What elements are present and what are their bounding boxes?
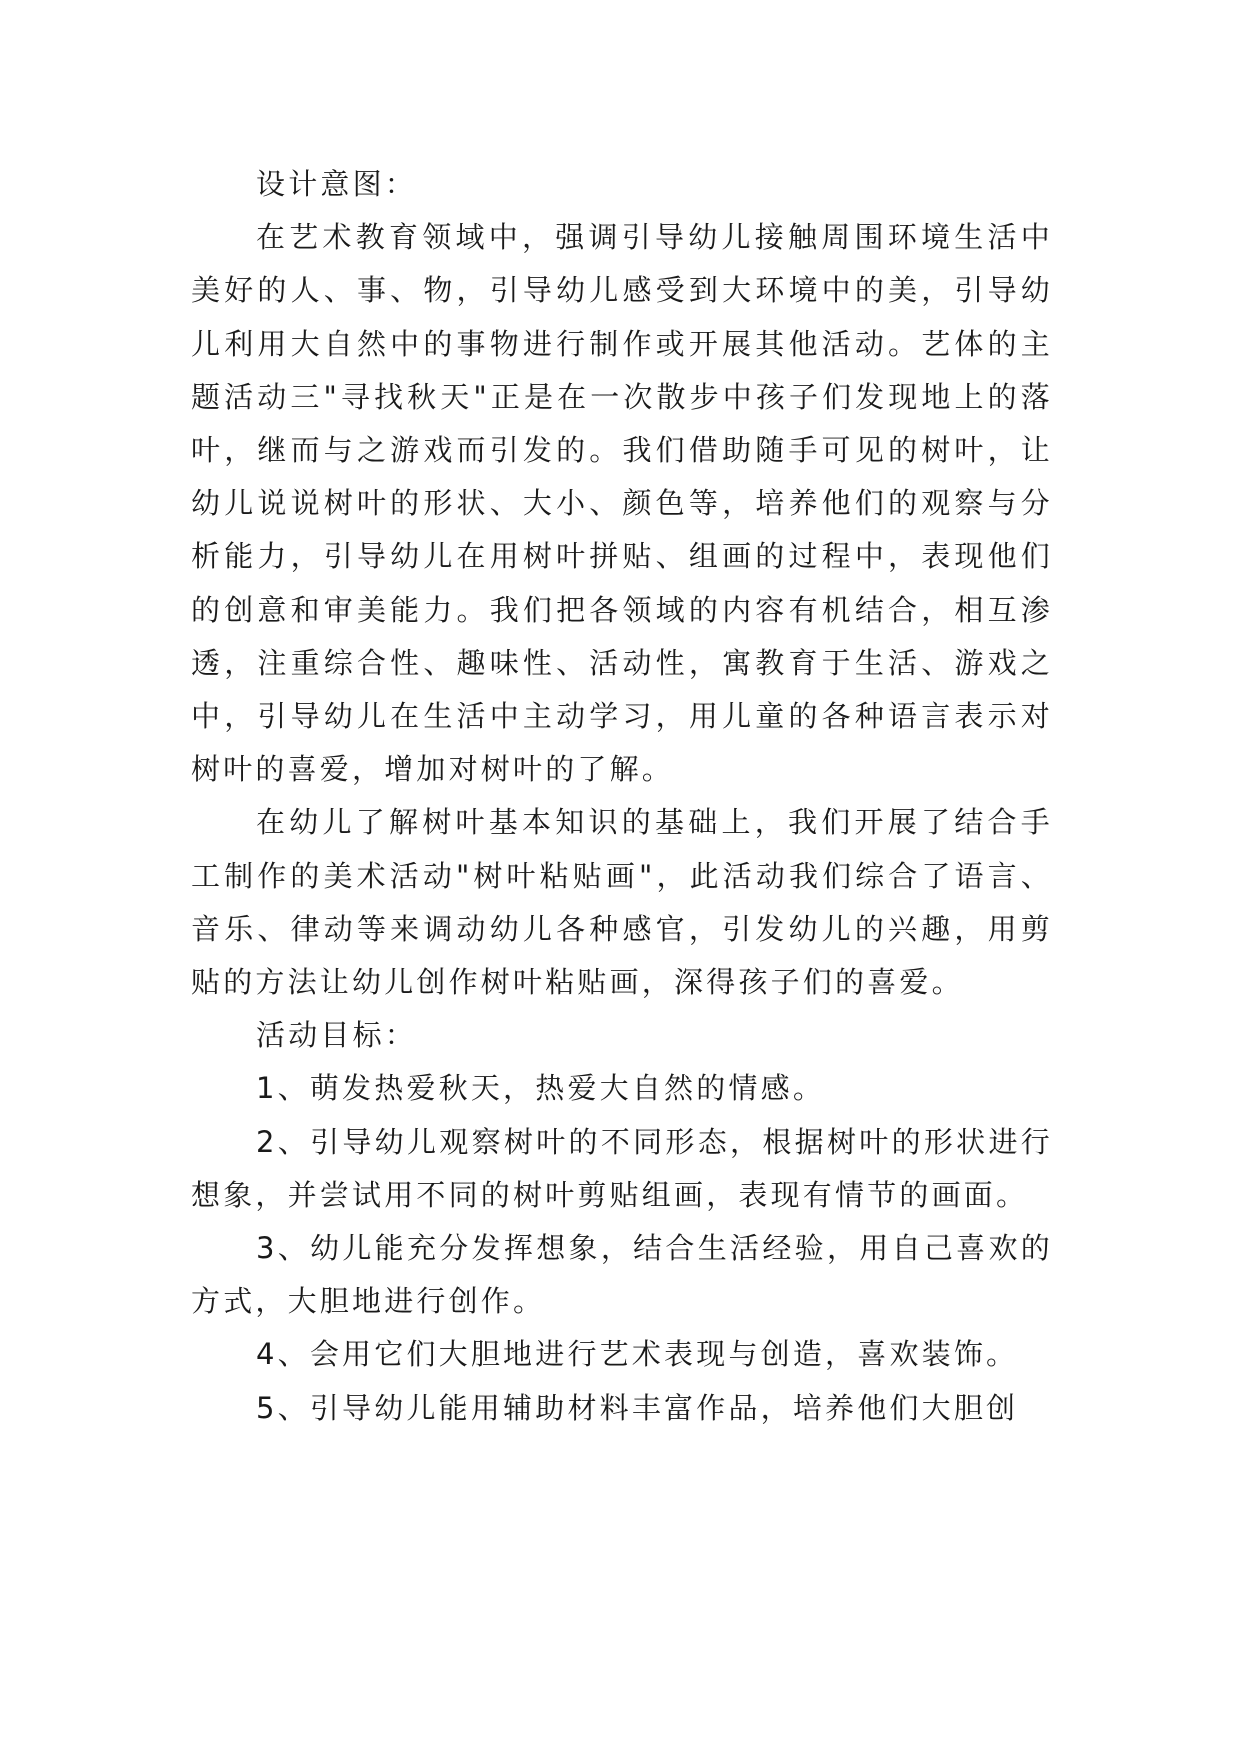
design-intent-paragraph-2: 在幼儿了解树叶基本知识的基础上，我们开展了结合手工制作的美术活动"树叶粘贴画"，此活动我们综合了语言、音乐、律动等来调动幼儿各种感官，引发幼儿的兴趣，用剪贴的方法让幼儿创作树叶粘贴画，深得孩子们的喜爱。 <box>191 805 1053 1000</box>
section-heading-activity-goals: 活动目标： <box>256 1018 418 1053</box>
activity-goal-item-4: 4、会用它们大胆地进行艺术表现与创造，喜欢装饰。 <box>256 1337 1019 1372</box>
activity-goal-item-1: 1、萌发热爱秋天，热爱大自然的情感。 <box>256 1071 826 1106</box>
activity-goal-item-3: 3、幼儿能充分发挥想象，结合生活经验，用自己喜欢的方式，大胆地进行创作。 <box>191 1231 1053 1319</box>
activity-goal-item-2: 2、引导幼儿观察树叶的不同形态，根据树叶的形状进行想象，并尝试用不同的树叶剪贴组画，表现有情节的画面。 <box>191 1124 1053 1212</box>
design-intent-paragraph-1: 在艺术教育领域中，强调引导幼儿接触周围环境生活中美好的人、事、物，引导幼儿感受到大环境中的美，引导幼儿利用大自然中的事物进行制作或开展其他活动。艺体的主题活动三"寻找秋天"正是在一次散步中孩子们发现地上的落叶，继而与之游戏而引发的。我们借助随手可见的树叶，让幼儿说说树叶的形状、大小、颜色等，培养他们的观察与分析能力，引导幼儿在用树叶拼贴、组画的过程中，表现他们的创意和审美能力。我们把各领域的内容有机结合，相互渗透，注重综合性、趣味性、活动性，寓教育于生活、游戏之中，引导幼儿在生活中主动学习，用儿童的各种语言表示对树叶的喜爱，增加对树叶的了解。 <box>191 220 1053 787</box>
section-heading-design-intent: 设计意图： <box>256 167 418 201</box>
document-body <box>191 158 1053 1435</box>
activity-goal-item-5: 5、引导幼儿能用辅助材料丰富作品，培养他们大胆创 <box>256 1390 1019 1425</box>
